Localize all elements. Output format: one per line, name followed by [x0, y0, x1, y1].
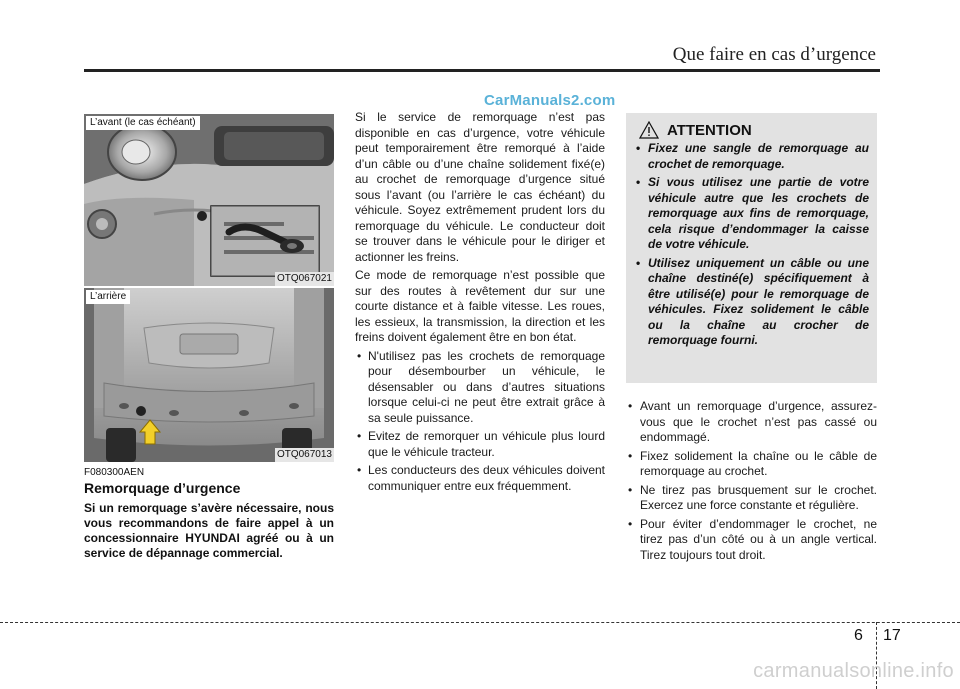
- section-code: F080300AEN: [84, 467, 145, 478]
- page-header-title: Que faire en cas d’urgence: [672, 44, 876, 65]
- list-item: • Utilisez uniquement un câble ou une chaîne destiné(e) spécifiquement à être utilisé(e) pour le remorquage de véhicules. Fixez solidement le câble ou la chaîne au crocher de remorquage fourni.: [635, 256, 869, 349]
- paragraph: Si le service de remorquage n’est pas disponible en cas d’urgence, votre véhicule peut temporairement être remorqué à l’aide d’un câble ou d’une chaîne solidement fixé(e) au crochet de remorquage d’urgence situé sous l’avant (ou l’arrière le cas échéant) du véhicule. Soyez extrêmement prudent lors du remorquage du véhicule. Le conducteur doit se trouver dans le véhicule pour le diriger et actionner les freins.: [355, 110, 605, 264]
- front-tow-hook-photo: [84, 114, 334, 286]
- list-item: • Ne tirez pas brusquement sur le crochet. Exercez une force constante et régulière.: [626, 483, 877, 514]
- chapter-number: 6: [854, 627, 863, 644]
- rear-photo-label: L’arrière: [86, 290, 130, 304]
- page-number: 17: [883, 627, 901, 644]
- attention-box: [626, 113, 877, 383]
- watermark-top[interactable]: CarManuals2.com: [484, 92, 616, 109]
- rear-tow-hook-photo: [84, 288, 334, 462]
- header-rule: [84, 69, 880, 72]
- rear-photo-code: OTQ067013: [276, 449, 332, 460]
- list-item: • Avant un remorquage d’urgence, assurez-vous que le crochet n’est pas cassé ou endommagé.: [626, 399, 877, 446]
- attention-list: [635, 141, 869, 349]
- list-item: • Les conducteurs des deux véhicules doivent communiquer entre eux fréquemment.: [355, 463, 605, 494]
- section-title: Remorquage d’urgence: [84, 480, 241, 496]
- list-item: • N'utilisez pas les crochets de remorquage pour désembourber un véhicule, le désensabler ou dans d’autres situations lorsque celui-ci ne peut être extrait grâce à sa seule puissance.: [355, 349, 605, 427]
- list-item: • Pour éviter d’endommager le crochet, ne tirez pas d’un côté ou à un angle vertical. Tirez toujours tout droit.: [626, 517, 877, 564]
- footer-rule: [0, 622, 960, 623]
- watermark-bottom[interactable]: carmanualsonline.info: [753, 660, 954, 682]
- attention-header: [635, 121, 869, 139]
- paragraph: Ce mode de remorquage n’est possible que sur des routes à revêtement dur sur une courte distance et à faible vitesse. Les roues, les essieux, la transmission, la direction et les freins doivent également être en bon état.: [355, 268, 605, 344]
- section-intro: Si un remorquage s’avère nécessaire, nous vous recommandons de faire appel à un concessionnaire HYUNDAI agréé ou à un service de dépannage commercial.: [84, 501, 334, 560]
- front-car-illustration: [84, 114, 334, 286]
- front-photo-label: L’avant (le cas échéant): [86, 116, 200, 130]
- list-item: • Si vous utilisez une partie de votre véhicule autre que les crochets de remorquage aux fins de remorquage, cela risque d’endommager la caisse de votre véhicule.: [635, 175, 869, 253]
- column-3-bullet-list: [626, 399, 877, 566]
- rear-car-illustration: [84, 288, 334, 462]
- list-item: • Fixez solidement la chaîne ou le câble de remorquage au crochet.: [626, 449, 877, 480]
- attention-title: ATTENTION: [667, 121, 752, 139]
- list-item: • Evitez de remorquer un véhicule plus lourd que le véhicule tracteur.: [355, 429, 605, 460]
- bullet-list: [355, 349, 605, 495]
- front-photo-code: OTQ067021: [276, 273, 332, 284]
- column-2: [355, 110, 605, 497]
- warning-triangle-icon: [639, 121, 659, 139]
- list-item: • Fixez une sangle de remorquage au crochet de remorquage.: [635, 141, 869, 172]
